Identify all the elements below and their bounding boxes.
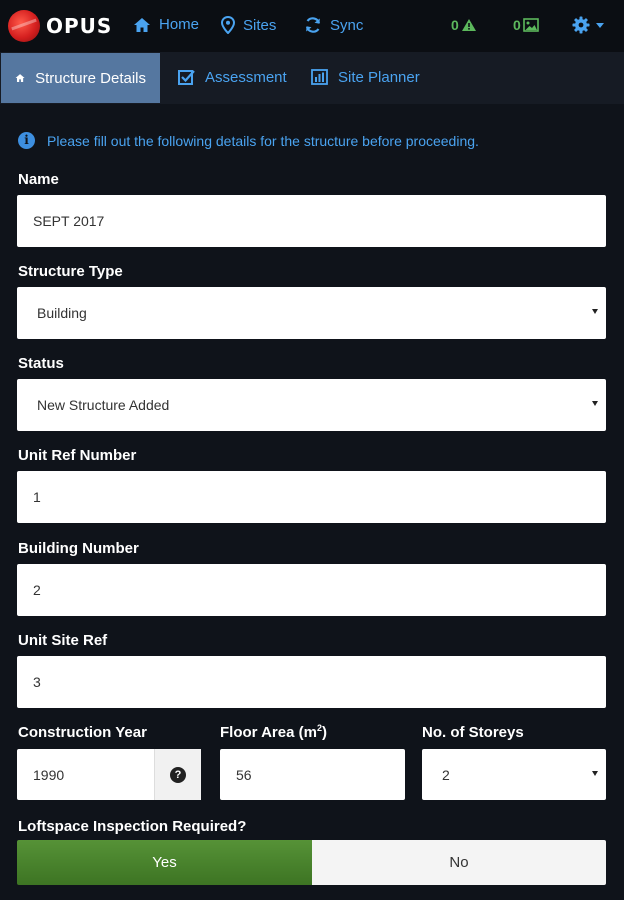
select-caret-icon — [592, 771, 598, 776]
building-number-input[interactable] — [17, 564, 606, 616]
unit-site-ref-value: 3 — [33, 674, 41, 690]
status-value: New Structure Added — [37, 397, 170, 413]
structure-type-select[interactable] — [17, 287, 606, 339]
nav-sites-link[interactable] — [221, 16, 276, 34]
name-label: Name — [18, 171, 59, 188]
unit-ref-number-input[interactable] — [17, 471, 606, 523]
select-caret-icon — [592, 309, 598, 314]
loftspace-no-button[interactable]: No — [312, 840, 606, 885]
info-message-text: Please fill out the following details for the structure before proceeding. — [47, 132, 479, 149]
unit-site-ref-input[interactable] — [17, 656, 606, 708]
logo-text: OPUS — [46, 14, 113, 38]
floor-area-label-text: Floor Area (m — [220, 724, 317, 741]
tab-assessment[interactable] — [178, 52, 287, 102]
floor-area-input[interactable] — [220, 749, 405, 800]
map-marker-icon — [221, 16, 235, 34]
status-select[interactable] — [17, 379, 606, 431]
status-label: Status — [18, 355, 64, 372]
home-icon — [133, 17, 151, 33]
image-icon — [523, 18, 539, 32]
name-input[interactable] — [17, 195, 606, 247]
nav-sites-label: Sites — [243, 16, 277, 34]
help-button[interactable] — [154, 749, 201, 800]
checkbox-icon — [178, 69, 195, 85]
home-icon — [15, 70, 25, 86]
logo-mark-icon — [8, 10, 40, 42]
unit-site-ref-label: Unit Site Ref — [18, 632, 108, 649]
construction-year-input[interactable] — [17, 749, 201, 800]
loftspace-label: Loftspace Inspection Required? — [18, 818, 247, 835]
select-caret-icon — [592, 401, 598, 406]
top-navbar — [0, 0, 624, 52]
construction-year-label: Construction Year — [18, 724, 147, 741]
info-icon: i — [18, 132, 35, 149]
loftspace-yes-button[interactable]: Yes — [17, 840, 312, 885]
alerts-counter[interactable] — [451, 17, 477, 33]
floor-area-label — [220, 724, 327, 741]
tab-site-planner-label: Site Planner — [338, 68, 420, 86]
tab-bar — [0, 52, 624, 104]
settings-menu[interactable] — [572, 16, 604, 34]
images-count: 0 — [513, 17, 521, 33]
alerts-count: 0 — [451, 17, 459, 33]
tab-assessment-label: Assessment — [205, 68, 287, 86]
storeys-value: 2 — [442, 766, 450, 783]
name-value: SEPT 2017 — [33, 213, 105, 229]
nav-home-link[interactable] — [133, 16, 199, 33]
question-icon: ? — [170, 767, 186, 783]
tab-structure-details-label: Structure Details — [35, 69, 146, 87]
sync-icon — [304, 16, 322, 34]
nav-sync-link[interactable] — [304, 16, 363, 34]
floor-area-label-end: ) — [321, 724, 327, 741]
unit-ref-number-value: 1 — [33, 489, 41, 505]
opus-logo[interactable] — [8, 10, 112, 42]
gear-icon — [572, 16, 590, 34]
images-counter[interactable] — [513, 17, 539, 33]
chart-icon — [311, 69, 328, 85]
storeys-label: No. of Storeys — [422, 724, 524, 741]
unit-ref-number-label: Unit Ref Number — [18, 447, 137, 464]
info-message — [18, 132, 479, 149]
warning-icon — [461, 18, 477, 32]
building-number-value: 2 — [33, 582, 41, 598]
structure-type-label: Structure Type — [18, 263, 123, 280]
tab-site-planner[interactable] — [311, 52, 420, 102]
storeys-select[interactable] — [422, 749, 606, 800]
building-number-label: Building Number — [18, 540, 139, 557]
construction-year-value: 1990 — [33, 766, 65, 783]
floor-area-label-sup: 2 — [316, 723, 322, 733]
loftspace-toggle — [17, 840, 606, 885]
floor-area-value: 56 — [236, 766, 252, 783]
structure-type-value: Building — [37, 305, 87, 321]
tab-structure-details[interactable] — [1, 53, 160, 103]
nav-home-label: Home — [159, 16, 200, 33]
nav-sync-label: Sync — [330, 16, 364, 34]
chevron-down-icon — [596, 23, 604, 28]
